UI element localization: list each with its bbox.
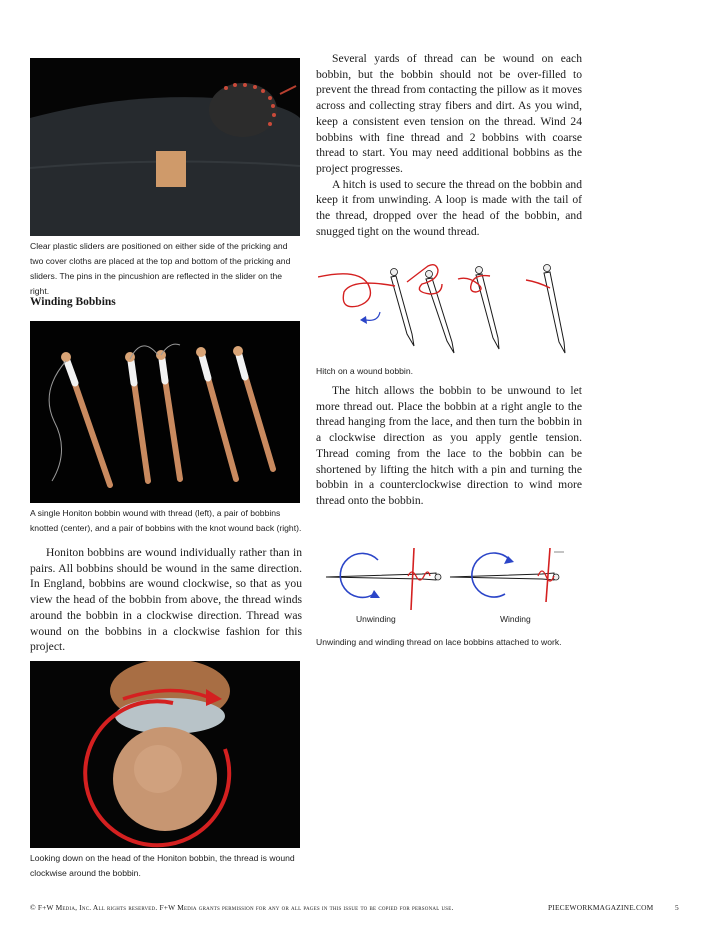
paragraph-honiton-text: Honiton bobbins are wound individually rather than in pairs. All bobbins should be wound in the same direction. In England, bobbins are wound clockwise, so that as you view the head of the bobbin from above, the thread winds around the bobbin in a clockwise direction. Thread was wound on the bobbins in a clockwise fashion for this project. [30,546,302,654]
caption-hitch: Hitch on a wound bobbin. [316,366,413,376]
section-heading: Winding Bobbins [30,296,116,308]
caption-bobbins: A single Honiton bobbin wound with thread (left), a pair of bobbins knotted (center), and a pair of bobbins with the knot wound back (right). [30,508,302,533]
paragraph-yards: Several yards of thread can be wound on each bobbin, but the bobbin should not be over-filled to prevent the thread from contacting the pillow as it moves across and collecting stray fibers and dirt. As you wind, keep a consistent even tension on the thread. Wind 24 bobbins with fine thread and 2 bobbins with coarse thread to start. You may need additional bobbins as the project progresses. [316,52,582,175]
right-column-middle [316,383,582,509]
caption-bobbin-head: Looking down on the head of the Honiton bobbin, the thread is wound clockwise around the bobbin. [30,853,295,878]
winding-diagram [318,540,588,615]
paragraph-hitch: A hitch is used to secure the thread on the bobbin and keep it from unwinding. A loop is made with the tail of the thread, dropped over the head of the bobbin, and snugged tight on the wound thread. [316,177,582,238]
footer-site: PIECEWORKMAGAZINE.COM [548,903,654,912]
bobbins-photo [30,321,300,503]
right-column-top [316,51,582,239]
label-unwinding: Unwinding [356,614,396,624]
hitch-diagram [318,256,588,366]
caption-sliders: Clear plastic sliders are positioned on either side of the pricking and two cover cloths are placed at the top and bottom of the pricking and sliders. The pins in the pincushion are reflected in the slider on the right. [30,241,291,296]
caption-winding: Unwinding and winding thread on lace bobbins attached to work. [316,637,562,647]
paragraph-unwind: The hitch allows the bobbin to be unwound to let more thread out. Place the bobbin at a right angle to the thread hanging from the lace, and then turn the bobbin in a clockwise direction as you apply gentle tension. Thread coming from the lace to the bobbin can be shortened by lifting the hitch with a pin and turning the bobbin in a counterclockwise direction to wind more thread onto the bobbin. [316,384,582,507]
footer-page-number: 5 [675,903,679,912]
footer-copyright: © F+W Media, Inc. All rights reserved. F+W Media grants permission for any or all pages in this issue to be copied for personal use. [30,903,454,912]
label-winding: Winding [500,614,531,624]
pillow-photo [30,58,300,236]
bobbin-head-photo [30,661,300,848]
paragraph-honiton [30,545,302,655]
